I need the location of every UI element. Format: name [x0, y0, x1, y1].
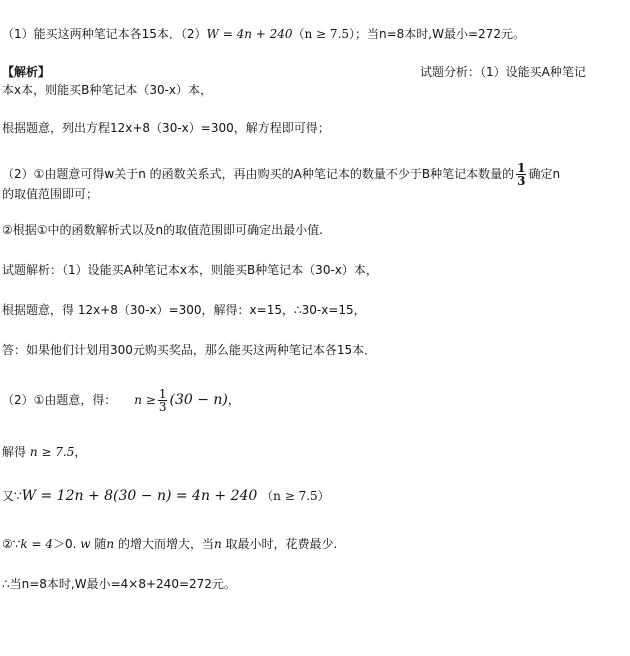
analysis-step2-post: 确定n — [528, 167, 561, 181]
solution-line5 — [2, 444, 86, 460]
solution-line7-n2: n — [213, 537, 222, 551]
answer-tail: ；当n=8本时,W最小=272元。 — [355, 27, 525, 41]
solution-line8: ∴当n=8本时,W最小=4×8+240=272元。 — [2, 577, 236, 591]
answer-part1: （1）能买这两种笔记本各15本．（2） — [2, 27, 207, 41]
solution-line7 — [2, 536, 337, 552]
solution-line7-w: w — [80, 537, 91, 551]
solution-line6-cond: （n ≥ 7.5） — [261, 489, 330, 503]
solution-line5-math: n ≥ 7.5 — [29, 445, 75, 459]
solution-line4-rhs: (30 − n) — [169, 392, 228, 408]
solution-line5-post: ， — [74, 445, 87, 459]
solution-line6-math: W = 12n + 8(30 − n) = 4n + 240 — [21, 488, 258, 504]
solution-line7-end: 取最小时，花费最少. — [225, 537, 338, 551]
solution-line4-denominator: 3 — [158, 400, 167, 414]
solution-line2: 根据题意，得 12x+8（30-x）=300，解得：x=15，∴30-x=15， — [2, 303, 366, 317]
solution-line7-pre: ②∵ — [2, 537, 21, 551]
analysis-step2 — [2, 162, 560, 187]
solution-line4-lhs: n ≥ — [134, 393, 156, 407]
solution-line1: 试题解析：（1）设能买A种笔记本x本，则能买B种笔记本（30-x）本， — [2, 263, 378, 277]
fraction-denominator: 3 — [517, 174, 526, 188]
fraction-numerator: 1 — [517, 161, 526, 175]
analysis-step2-pre: （2）①由题意可得w关于n 的函数关系式，再由购买的A种笔记本的数量不少于B种笔记本数量的 — [2, 167, 515, 181]
answer-condition: （n ≥ 7.5） — [292, 27, 356, 41]
solution-line7-mid: 随 — [94, 537, 107, 551]
answer-line — [2, 26, 525, 42]
analysis-intro-cont: 本x本，则能买B种笔记本（30-x）本， — [2, 83, 213, 97]
solution-line7-gt: ＞0. — [53, 537, 77, 551]
solution-line4-post: ， — [227, 393, 240, 407]
solution-line3: 答：如果他们计划用300元购买奖品，那么能买这两种笔记本各15本． — [2, 343, 377, 357]
solution-line4 — [2, 388, 240, 413]
analysis-heading: 【解析】 — [2, 65, 51, 79]
analysis-step1: 根据题意，列出方程12x+8（30-x）=300，解方程即可得； — [2, 121, 330, 135]
fraction-one-third — [516, 162, 526, 187]
analysis-intro-right: 试题分析：（1）设能买A种笔记 — [420, 65, 586, 79]
solution-line5-pre: 解得 — [2, 445, 27, 459]
solution-line4-numerator: 1 — [158, 387, 167, 401]
solution-line6 — [2, 488, 330, 504]
solution-line4-fraction — [158, 388, 168, 413]
analysis-step2-cont: 的取值范围即可； — [2, 187, 99, 201]
solution-line7-mid2: 的增大而增大，当 — [117, 537, 214, 551]
solution-line7-n: n — [106, 537, 115, 551]
answer-formula: W = 4n + 240 — [206, 27, 293, 41]
analysis-step3: ②根据①中的函数解析式以及n的取值范围即可确定出最小值. — [2, 223, 323, 237]
solution-line7-k: k = 4 — [20, 537, 53, 551]
solution-line4-pre: （2）①由题意，得： — [2, 393, 117, 407]
solution-line6-pre: 又∵ — [2, 489, 22, 503]
